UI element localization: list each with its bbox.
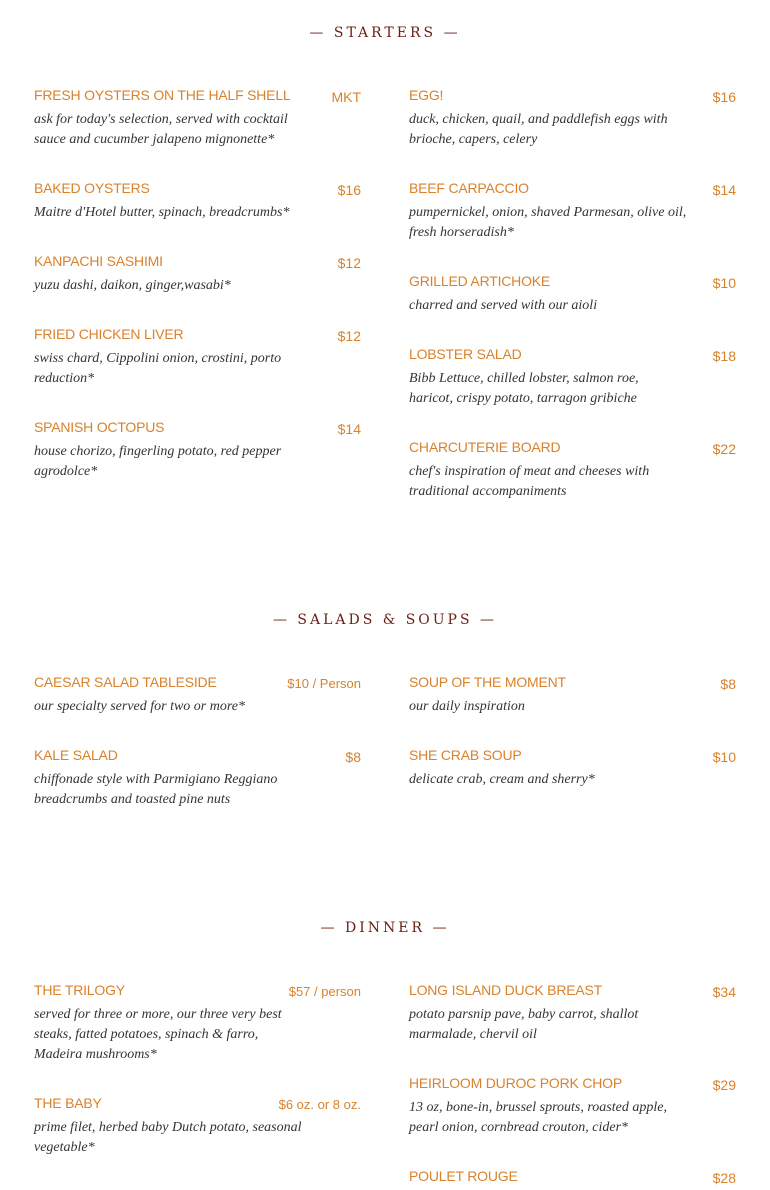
item-description: house chorizo, fingerling potato, red pepper agrodolce* [34, 444, 282, 479]
menu-item [34, 747, 361, 810]
menu-item [409, 346, 736, 409]
menu-item [34, 180, 361, 223]
item-name: FRESH OYSTERS ON THE HALF SHELL [34, 87, 291, 103]
item-price: $14 [337, 421, 361, 437]
item-price: $16 [712, 89, 736, 105]
item-description: potato parsnip pave, baby carrot, shallot marmalade, chervil oil [409, 1007, 639, 1042]
menu-item [34, 674, 361, 717]
item-description: pumpernickel, onion, shaved Parmesan, olive oil, fresh horseradish* [409, 205, 687, 240]
item-name: LONG ISLAND DUCK BREAST [409, 982, 602, 998]
item-name: LOBSTER SALAD [409, 346, 522, 362]
item-name: EGG! [409, 87, 444, 103]
item-price: $34 [712, 984, 736, 1000]
item-description: ask for today's selection, served with cocktail sauce and cucumber jalapeno mignonette* [34, 112, 288, 147]
item-name: KALE SALAD [34, 747, 118, 763]
menu-item [409, 439, 736, 502]
menu-item [409, 273, 736, 316]
menu-item [409, 87, 736, 150]
item-description: Bibb Lettuce, chilled lobster, salmon roe, haricot, crispy potato, tarragon gribiche [409, 371, 639, 406]
menu-item [409, 982, 736, 1045]
item-price: $57 / person [288, 984, 361, 999]
item-name: CHARCUTERIE BOARD [409, 439, 561, 455]
item-price: $8 [345, 749, 361, 765]
item-name: FRIED CHICKEN LIVER [34, 326, 184, 342]
menu-item [409, 747, 736, 790]
item-name: KANPACHI SASHIMI [34, 253, 163, 269]
item-description: yuzu dashi, daikon, ginger,wasabi* [34, 278, 231, 293]
item-description: 13 oz, bone-in, brussel sprouts, roasted apple, pearl onion, cornbread crouton, cider* [409, 1100, 667, 1135]
item-name: SOUP OF THE MOMENT [409, 674, 566, 690]
item-name: CAESAR SALAD TABLESIDE [34, 674, 217, 690]
section-title-dinner: — DINNER — [320, 920, 450, 936]
item-price: MKT [331, 89, 361, 105]
menu-item [34, 419, 361, 482]
item-description: our specialty served for two or more* [34, 699, 246, 714]
item-name: BEEF CARPACCIO [409, 180, 529, 196]
item-description: duck, chicken, quail, and paddlefish eggs with brioche, capers, celery [409, 112, 668, 147]
menu-item [34, 326, 361, 389]
menu-item [409, 180, 736, 243]
item-name: THE BABY [34, 1095, 102, 1111]
menu-item [34, 87, 361, 150]
item-price: $10 / Person [287, 676, 361, 691]
item-price: $28 [712, 1170, 736, 1186]
item-description: charred and served with our aioli [409, 298, 598, 313]
item-price: $12 [337, 255, 361, 271]
item-description: chiffonade style with Parmigiano Reggiano breadcrumbs and toasted pine nuts [34, 772, 278, 807]
item-description: chef's inspiration of meat and cheeses with traditional accompaniments [409, 464, 650, 499]
menu-item [409, 1168, 736, 1186]
item-name: HEIRLOOM DUROC PORK CHOP [409, 1075, 622, 1091]
item-description: served for three or more, our three very best steaks, fatted potatoes, spinach & farro, Madeira mushrooms* [34, 1007, 282, 1062]
item-price: $29 [712, 1077, 736, 1093]
item-description: prime filet, herbed baby Dutch potato, seasonal vegetable* [34, 1120, 302, 1155]
item-description: our daily inspiration [409, 699, 525, 714]
item-description: delicate crab, cream and sherry* [409, 772, 595, 787]
item-price: $12 [337, 328, 361, 344]
item-price: $18 [712, 348, 736, 364]
section-title-salads-soups: — SALADS & SOUPS — [272, 612, 498, 628]
item-name: THE TRILOGY [34, 982, 125, 998]
item-price: $16 [337, 182, 361, 198]
item-description: Maitre d'Hotel butter, spinach, breadcrumbs* [34, 205, 290, 220]
item-name: GRILLED ARTICHOKE [409, 273, 551, 289]
item-name: POULET ROUGE [409, 1168, 518, 1184]
item-price: $14 [712, 182, 736, 198]
menu-item [409, 1075, 736, 1138]
menu-item [34, 1095, 361, 1158]
item-name: SHE CRAB SOUP [409, 747, 522, 763]
menu-item [34, 253, 361, 296]
item-price: $10 [712, 275, 736, 291]
menu-item [34, 982, 361, 1065]
item-price: $10 [712, 749, 736, 765]
menu-item [409, 674, 736, 717]
item-price: $8 [720, 676, 736, 692]
item-description: swiss chard, Cippolini onion, crostini, porto reduction* [34, 351, 282, 386]
section-title-starters: — STARTERS — [309, 25, 461, 41]
item-name: BAKED OYSTERS [34, 180, 150, 196]
item-name: SPANISH OCTOPUS [34, 419, 165, 435]
item-price: $6 oz. or 8 oz. [278, 1097, 361, 1112]
item-price: $22 [712, 441, 736, 457]
